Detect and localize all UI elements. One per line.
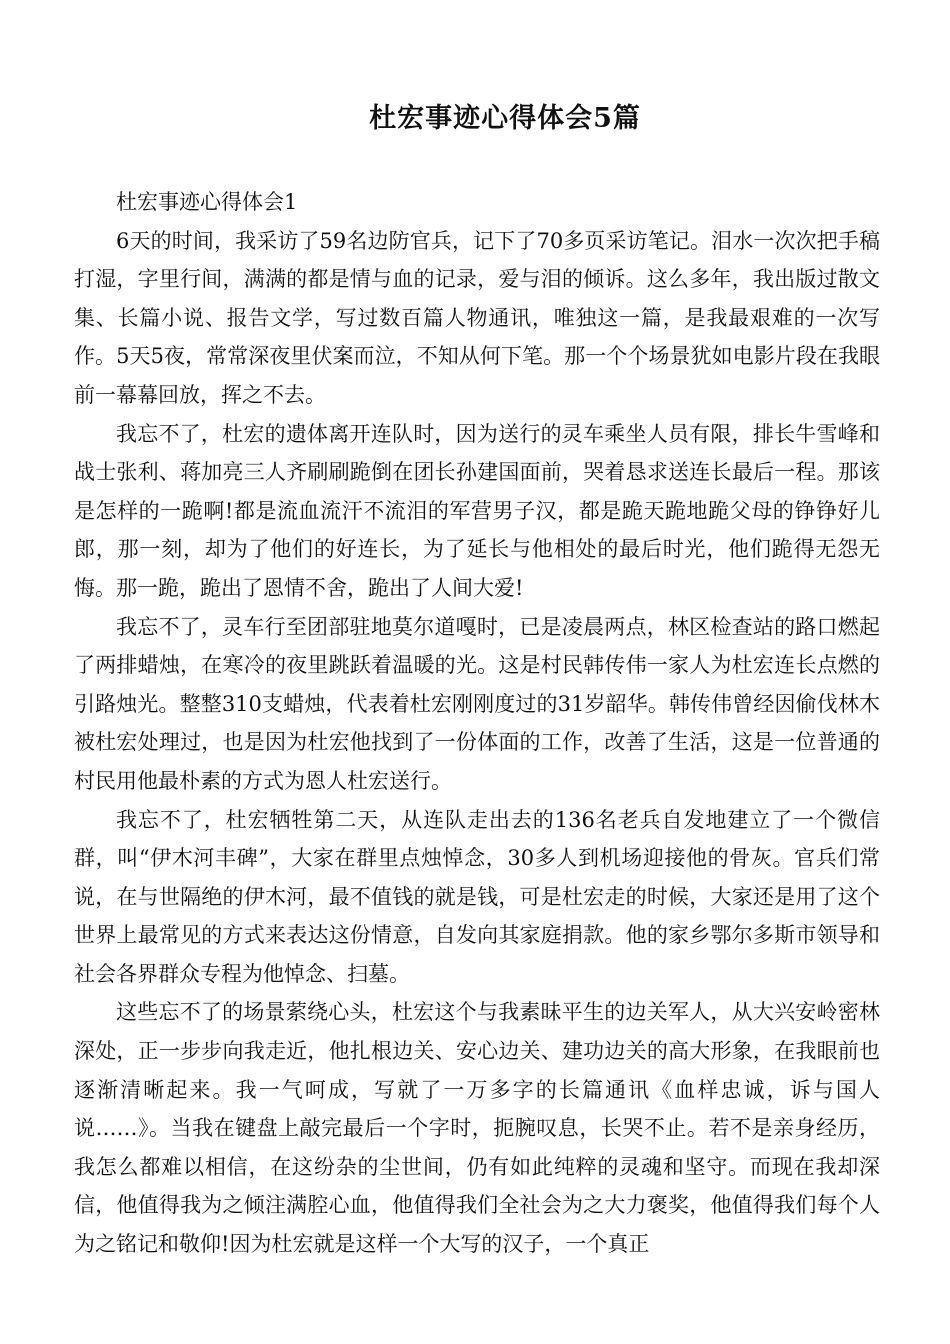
document-body [74,183,880,1264]
section-heading: 杜宏事迹心得体会1 [116,190,298,214]
paragraph-4: 我忘不了，杜宏牺牲第二天，从连队走出去的136名老兵自发地建立了一个微信群，叫“伊木河丰碑”，大家在群里点烛悼念，30多人到机场迎接他的骨灰。官兵们常说，在与世隔绝的伊木河，最不值钱的就是钱，可是杜宏走的时候，大家还是用了这个世界上最常见的方式来表达这份情意，自发向其家庭捐款。他的家乡鄂尔多斯市领导和社会各界群众专程为他悼念、扫墓。 [74,807,880,986]
document-title: 杜宏事迹心得体会5篇 [369,103,641,134]
paragraph-2: 我忘不了，杜宏的遗体离开连队时，因为送行的灵车乘坐人员有限，排长牛雪峰和战士张利、蒋加亮三人齐刷刷跪倒在团长孙建国面前，哭着恳求送连长最后一程。那该是怎样的一跪啊!都是流血流汗不流泪的军营男子汉，都是跪天跪地跪父母的铮铮好儿郎，那一刻，却为了他们的好连长，为了延长与他相处的最后时光，他们跪得无怨无悔。那一跪，跪出了恩情不舍，跪出了人间大爱! [74,421,880,600]
paragraph-3: 我忘不了，灵车行至团部驻地莫尔道嘎时，已是凌晨两点，林区检查站的路口燃起了两排蜡烛，在寒冷的夜里跳跃着温暖的光。这是村民韩传伟一家人为杜宏连长点燃的引路烛光。整整310支蜡烛，代表着杜宏刚刚度过的31岁韶华。韩传伟曾经因偷伐林木被杜宏处理过，也是因为杜宏他找到了一份体面的工作，改善了生活，这是一位普通的村民用他最朴素的方式为恩人杜宏送行。 [74,614,880,793]
paragraph-1: 6天的时间，我采访了59名边防官兵，记下了70多页采访笔记。泪水一次次把手稿打湿，字里行间，满满的都是情与血的记录，爱与泪的倾诉。这么多年，我出版过散文集、长篇小说、报告文学，写过数百篇人物通讯，唯独这一篇，是我最艰难的一次写作。5天5夜，常常深夜里伏案而泣，不知从何下笔。那一个个场景犹如电影片段在我眼前一幕幕回放，挥之不去。 [74,228,880,407]
paragraph-5: 这些忘不了的场景萦绕心头，杜宏这个与我素昧平生的边关军人，从大兴安岭密林深处，正一步步向我走近，他扎根边关、安心边关、建功边关的高大形象，在我眼前也逐渐清晰起来。我一气呵成，写就了一万多字的长篇通讯《血样忠诚，诉与国人说……》。当我在键盘上敲完最后一个字时，扼腕叹息，长哭不止。若不是亲身经历，我怎么都难以相信，在这纷杂的尘世间，仍有如此纯粹的灵魂和坚守。而现在我却深信，他值得我为之倾注满腔心血，他值得我们全社会为之大力褒奖，他值得我们每个人为之铭记和敬仰!因为杜宏就是这样一个大写的汉子，一个真正 [74,1000,880,1257]
